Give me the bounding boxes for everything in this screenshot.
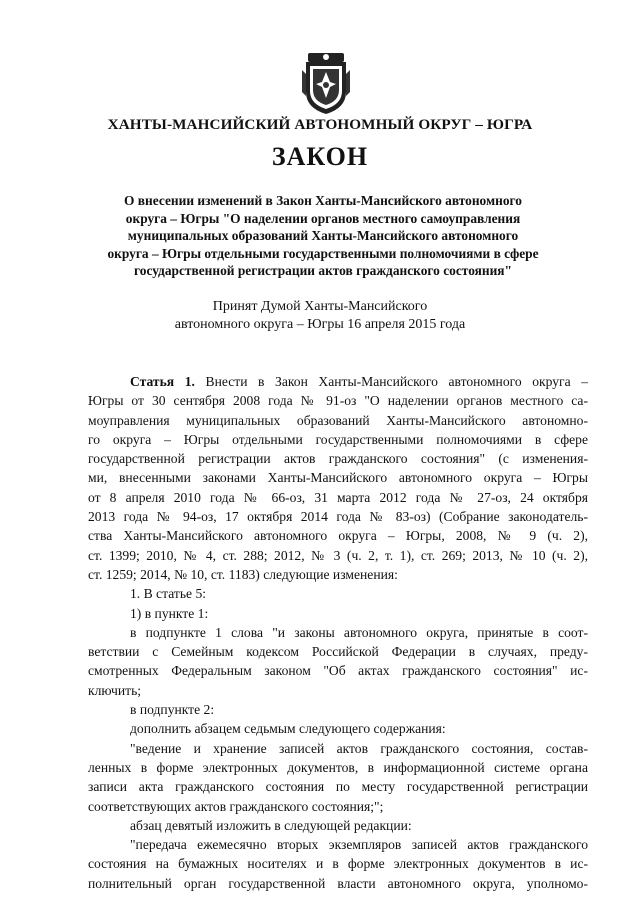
adoption-note bbox=[0, 298, 640, 334]
body-line: ветствии с Семейным кодексом Российской Федерации в случаях, преду- bbox=[88, 644, 588, 660]
body-line: дополнить абзацем седьмым следующего содержания: bbox=[130, 721, 446, 737]
subject-line: муниципальных образований Ханты-Мансийского автономного bbox=[127, 228, 519, 243]
region-title: ХАНТЫ-МАНСИЙСКИЙ АВТОНОМНЫЙ ОКРУГ – ЮГРА bbox=[107, 116, 533, 133]
body-line: го округа – Югры отдельными государственными полномочиями в сфере bbox=[88, 431, 588, 447]
body-line: ключить; bbox=[88, 682, 142, 698]
quote-line: "ведение и хранение записей актов гражданского состояния, состав- bbox=[130, 740, 588, 756]
body-line: государственной регистрации актов гражданского состояния" (с изменения- bbox=[88, 451, 588, 467]
subitem-heading: 1) в пункте 1: bbox=[130, 605, 209, 621]
quote-line: полнительный орган государственной власти автономного округа, уполномо- bbox=[88, 875, 588, 891]
body-line: ми, внесенными законами Ханты-Мансийского автономного округа – Югры bbox=[88, 470, 588, 486]
quote-line: записи акта гражданского состояния по месту государственной регистрации bbox=[88, 779, 588, 795]
body-line: 2013 года № 94-оз, 17 октября 2014 года № 83-оз) (Собрание законодатель- bbox=[88, 509, 588, 525]
law-body bbox=[88, 372, 588, 893]
quote-line: "передача ежемесячно вторых экземпляров записей актов гражданского bbox=[130, 837, 588, 853]
coat-of-arms-emblem bbox=[300, 50, 352, 116]
article-first-line-text: Внести в Закон Ханты-Мансийского автономного округа – bbox=[205, 374, 589, 389]
quote-line: состояния на бумажных носителях и в форме электронных документов в ис- bbox=[88, 856, 588, 872]
article-first-line bbox=[88, 372, 588, 391]
body-line: ст. 1399; 2010, № 4, ст. 288; 2012, № 3 (ч. 2, т. 1), ст. 269; 2013, № 10 (ч. 2), bbox=[88, 547, 588, 563]
body-line: ст. 1259; 2014, № 10, ст. 1183) следующие изменения: bbox=[88, 566, 398, 582]
subject-line: О внесении изменений в Закон Ханты-Мансийского автономного bbox=[124, 193, 522, 208]
item-heading: 1. В статье 5: bbox=[130, 586, 207, 602]
article-label: Статья 1. bbox=[130, 374, 195, 389]
body-line: в подпункте 1 слова "и законы автономного округа, принятые в соот- bbox=[130, 624, 588, 640]
subject-line: округа – Югры "О наделении органов местного самоуправления bbox=[125, 210, 521, 226]
body-line: ства Ханты-Мансийского автономного округа – Югры, 2008, № 9 (ч. 2), bbox=[88, 528, 588, 544]
body-line: от 8 апреля 2010 года № 66-оз, 31 марта 2012 года № 27-оз, 24 октября bbox=[88, 489, 588, 505]
body-line: моуправления муниципальных образований Ханты-Мансийского автономно- bbox=[88, 412, 588, 428]
body-line: абзац девятый изложить в следующей редакции: bbox=[130, 817, 412, 833]
quote-line: ленных в форме электронных документов, в информационной системе органа bbox=[88, 759, 588, 775]
adoption-line: автономного округа – Югры 16 апреля 2015 года bbox=[174, 317, 466, 332]
body-line: смотренных Федеральным законом "Об актах гражданского состояния" ис- bbox=[88, 663, 588, 679]
subject-line: округа – Югры отдельными государственными полномочиями в сфере bbox=[107, 245, 539, 261]
document-type: ЗАКОН bbox=[271, 142, 369, 171]
adoption-line: Принят Думой Ханты-Мансийского bbox=[212, 299, 428, 314]
subject-line: государственной регистрации актов гражданского состояния" bbox=[134, 263, 512, 278]
law-subject bbox=[100, 192, 546, 280]
body-line: Югры от 30 сентября 2008 года № 91-оз "О наделении органов местного са- bbox=[88, 393, 588, 409]
subitem-heading: в подпункте 2: bbox=[130, 702, 215, 718]
quote-line: соответствующих актов гражданского состояния;"; bbox=[88, 798, 384, 814]
